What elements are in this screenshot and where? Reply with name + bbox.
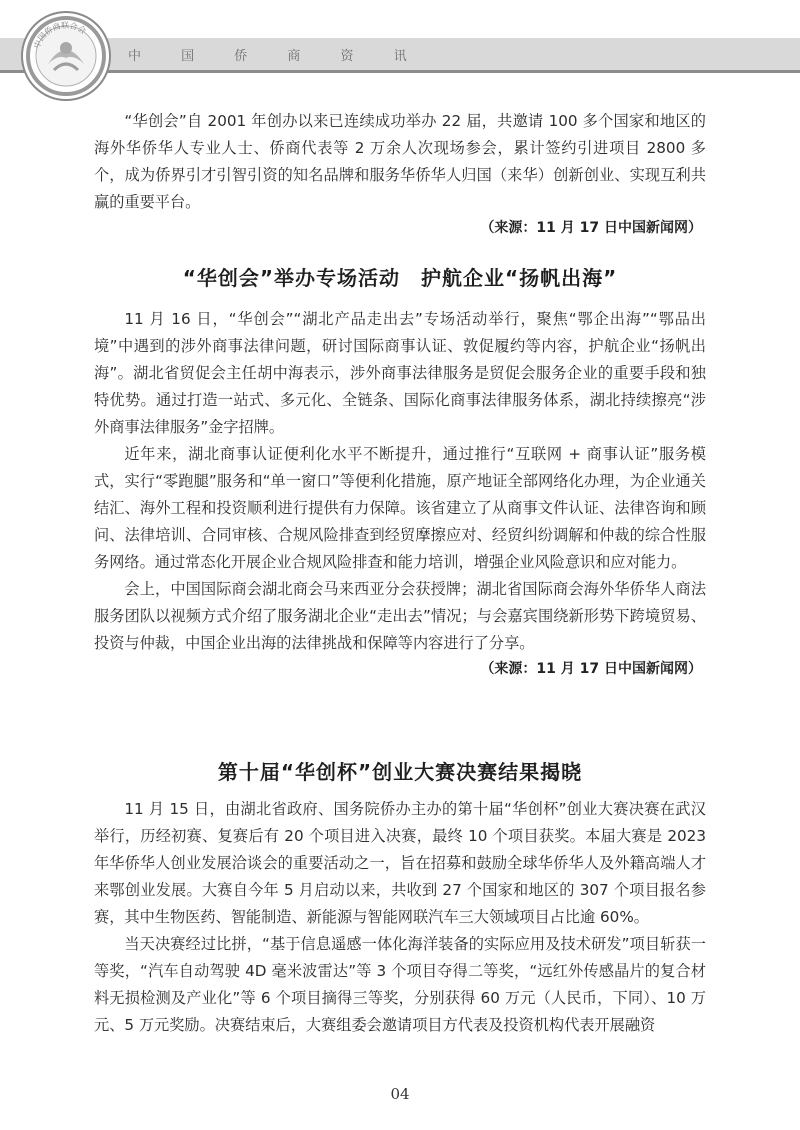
article-paragraph: 近年来，湖北商事认证便利化水平不断提升，通过推行“互联网 + 商事认证”服务模式，实行“零跑腿”服务和“单一窗口”等便利化措施，原产地证全部网络化办理，为企业通关结汇、海外工程和投资顺利进行提供有力保障。该省建立了从商事文件认证、法律咨询和顾问、法律培训、合同审核、合规风险排查到经贸摩擦应对、经贸纠纷调解和仲裁的综合性服务网络。通过常态化开展企业合规风险排查和能力培训，增强企业风险意识和应对能力。	[94, 445, 706, 571]
article-body-2	[94, 796, 706, 1039]
intro-paragraph: “华创会”自 2001 年创办以来已连续成功举办 22 届，共邀请 100 多个国家和地区的海外华侨华人专业人士、侨商代表等 2 万余人次现场参会，累计签约引进项目 2800 多个，成为侨界引才引智引资的知名品牌和服务华侨华人归国（来华）创新创业、实现互利共赢的重要平台。	[94, 112, 706, 211]
article-body-1	[94, 306, 706, 681]
article-title: 第十届“华创杯”创业大赛决赛结果揭晓	[217, 760, 583, 784]
article-paragraph: 11 月 16 日，“华创会”“湖北产品走出去”专场活动举行，聚焦“鄂企出海”“鄂品出境”中遇到的涉外商事法律问题，研讨国际商事认证、敦促履约等内容，护航企业“扬帆出海”。湖北省贸促会主任胡中海表示，涉外商事法律服务是贸促会服务企业的重要手段和独特优势。通过打造一站式、多元化、全链条、国际化商事法律服务体系，湖北持续擦亮“涉外商事法律服务”金字招牌。	[94, 310, 706, 436]
article-paragraph: 会上，中国国际商会湖北商会马来西亚分会获授牌；湖北省国际商会海外华侨华人商法服务团队以视频方式介绍了服务湖北企业“走出去”情况；与会嘉宾围绕新形势下跨境贸易、投资与仲裁，中国企业出海的法律挑战和保障等内容进行了分享。	[94, 580, 706, 652]
source-note: （来源：11 月 17 日中国新闻网）	[480, 661, 702, 677]
svg-text:中国侨商联合会: 中国侨商联合会	[32, 20, 88, 50]
article-title: “华创会”举办专场活动 护航企业“扬帆出海”	[182, 266, 618, 290]
intro-section	[94, 108, 706, 240]
source-note: （来源：11 月 17 日中国新闻网）	[480, 220, 702, 236]
article-paragraph: 11 月 15 日，由湖北省政府、国务院侨办主办的第十届“华创杯”创业大赛决赛在武汉举行，历经初赛、复赛后有 20 个项目进入决赛，最终 10 个项目获奖。本届大赛是 2023 年华侨华人创业发展洽谈会的重要活动之一，旨在招募和鼓励全球华侨华人及外籍高端人才来鄂创业发展。大赛自今年 5 月启动以来，共收到 27 个国家和地区的 307 个项目报名参赛，其中生物医药、智能制造、新能源与智能网联汽车三大领域项目占比逾 60%。	[94, 800, 706, 926]
article-paragraph: 当天决赛经过比拼，“基于信息遥感一体化海洋装备的实际应用及技术研发”项目斩获一等奖，“汽车自动驾驶 4D 毫米波雷达”等 3 个项目夺得二等奖，“远红外传感晶片的复合材料无损检测及产业化”等 6 个项目摘得三等奖，分别获得 60 万元（人民币，下同）、10 万元、5 万元奖励。决赛结束后，大赛组委会邀请项目方代表及投资机构代表开展融资	[94, 935, 706, 1034]
logo-emblem-icon	[18, 8, 114, 104]
page-number: 04	[390, 1085, 410, 1103]
article-section-2	[94, 756, 706, 785]
article-section-1	[94, 262, 706, 291]
header-title: 中 国 侨 商 资 讯	[128, 49, 425, 64]
